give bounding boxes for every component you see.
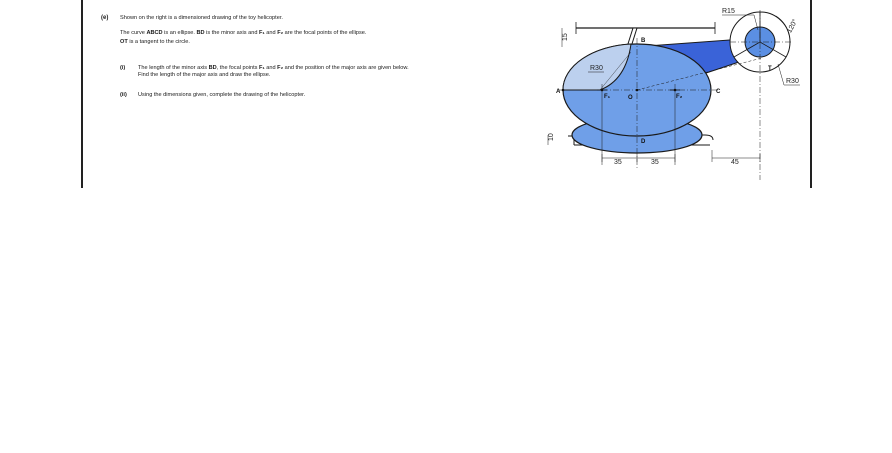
text-run: is the minor axis and bbox=[204, 30, 260, 36]
text-run: and the position of the major axis are given below. bbox=[283, 65, 409, 71]
text-run: Find the length of the major axis and draw the ellipse. bbox=[138, 72, 271, 78]
dim-angle-120: 120° bbox=[786, 18, 800, 35]
dim-35-a: 35 bbox=[614, 159, 622, 166]
item-number: (i) bbox=[120, 65, 126, 71]
dim-45: 45 bbox=[731, 159, 739, 166]
point-o-marker bbox=[636, 89, 639, 92]
label-a: A bbox=[556, 89, 561, 95]
dim-35-b: 35 bbox=[651, 159, 659, 166]
label-c: C bbox=[716, 89, 721, 95]
label-d: D bbox=[641, 139, 646, 145]
dim-r30-right: R30 bbox=[786, 78, 799, 85]
dim-r30-right-leader bbox=[778, 64, 784, 85]
text-run: , the focal points bbox=[216, 65, 259, 71]
dim-10: 10 bbox=[548, 133, 555, 141]
label-o: O bbox=[628, 95, 633, 101]
dim-r15: R15 bbox=[722, 8, 735, 15]
text-bold: OT bbox=[120, 39, 128, 45]
text-run: and bbox=[264, 30, 278, 36]
question-intro: Shown on the right is a dimensioned drawing of the toy helicopter. bbox=[120, 15, 283, 21]
question-label: (e) bbox=[101, 15, 109, 21]
item-text: Using the dimensions given, complete the drawing of the helicopter. bbox=[138, 92, 306, 98]
text-bold: BD bbox=[208, 65, 217, 71]
text-run: are the focal points of the ellipse. bbox=[283, 30, 367, 36]
text-run: is a tangent to the circle. bbox=[127, 39, 190, 45]
text-bold: F₂ bbox=[277, 30, 284, 36]
label-b: B bbox=[641, 38, 646, 44]
text-bold: F₁ bbox=[258, 65, 265, 71]
label-f2: F₂ bbox=[676, 94, 683, 100]
dim-15: 15 bbox=[562, 33, 569, 41]
point-a-marker bbox=[562, 89, 565, 92]
label-t: T bbox=[768, 66, 772, 72]
text-bold: ABCD bbox=[146, 30, 163, 36]
text-run: The curve bbox=[120, 30, 147, 36]
item-number: (ii) bbox=[120, 92, 127, 98]
text-run: and bbox=[264, 65, 278, 71]
text-run: is an ellipse. bbox=[162, 30, 197, 36]
label-f1: F₁ bbox=[604, 94, 611, 100]
text-bold: BD bbox=[196, 30, 205, 36]
text-run: The length of the minor axis bbox=[138, 65, 209, 71]
dim-r30-left: R30 bbox=[590, 65, 603, 72]
text-bold: F₁ bbox=[259, 30, 265, 36]
text-bold: F₂ bbox=[277, 65, 284, 71]
